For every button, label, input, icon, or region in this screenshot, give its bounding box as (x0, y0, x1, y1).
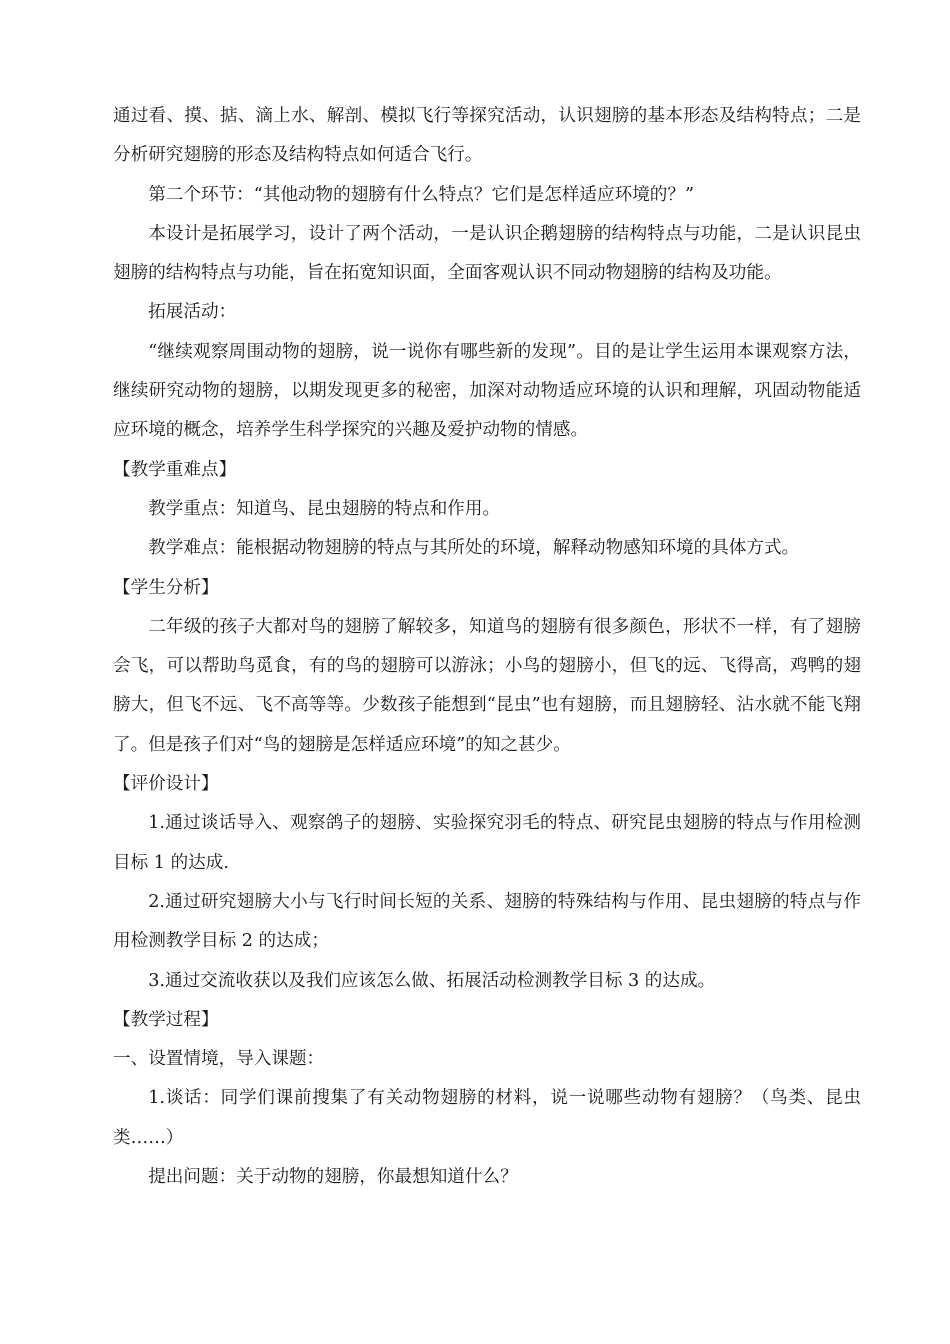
paragraph-activity-details: 通过看、摸、掂、滴上水、解剖、模拟飞行等探究活动，认识翅膀的基本形态及结构特点；二是分析研究翅膀的形态及结构特点如何适合飞行。 (113, 106, 861, 166)
paragraph-second-section: 第二个环节：“其他动物的翅膀有什么特点？它们是怎样适应环境的？” (148, 184, 694, 205)
paragraph-section-one: 一、设置情境，导入课题： (113, 1049, 325, 1070)
paragraph-talk: 1.谈话：同学们课前搜集了有关动物翅膀的材料，说一说哪些动物有翅膀？（鸟类、昆虫类……） (113, 1088, 861, 1148)
paragraph-student-analysis: 二年级的孩子大都对鸟的翅膀了解较多，知道鸟的翅膀有很多颜色，形状不一样，有了翅膀会飞，可以帮助鸟觅食，有的鸟的翅膀可以游泳；小鸟的翅膀小，但飞的远、飞得高，鸡鸭的翅膀大，但飞不远、飞不高等等。少数孩子能想到“昆虫”也有翅膀，而且翅膀轻、沾水就不能飞翔了。但是孩子们对“鸟的翅膀是怎样适应环境”的知之甚少。 (113, 616, 861, 755)
paragraph-evaluation-2: 2.通过研究翅膀大小与飞行时间长短的关系、翅膀的特殊结构与作用、昆虫翅膀的特点与作用检测教学目标 2 的达成； (113, 891, 861, 952)
document-page (113, 97, 861, 1197)
paragraph-evaluation-3: 3.通过交流收获以及我们应该怎么做、拓展活动检测教学目标 3 的达成。 (148, 970, 716, 991)
paragraph-difficult-point: 教学难点：能根据动物翅膀的特点与其所处的环境，解释动物感知环境的具体方式。 (148, 538, 800, 559)
heading-student-analysis: 【学生分析】 (113, 577, 219, 598)
paragraph-design-extension: 本设计是拓展学习，设计了两个活动，一是认识企鹅翅膀的结构特点与功能，二是认识昆虫翅膀的结构特点与功能，旨在拓宽知识面，全面客观认识不同动物翅膀的结构及功能。 (113, 223, 861, 284)
heading-teaching-process: 【教学过程】 (113, 1009, 219, 1030)
paragraph-extension-activity: “继续观察周围动物的翅膀，说一说你有哪些新的发现”。目的是让学生运用本课观察方法，继续研究动物的翅膀，以期发现更多的秘密，加深对动物适应环境的认识和理解，巩固动物能适应环境的概念，培养学生科学探究的兴趣及爱护动物的情感。 (113, 341, 861, 441)
paragraph-evaluation-1: 1.通过谈话导入、观察鸽子的翅膀、实验探究羽毛的特点、研究昆虫翅膀的特点与作用检测目标 1 的达成. (113, 813, 861, 873)
heading-key-difficulties: 【教学重难点】 (113, 459, 237, 480)
paragraph-extension-label: 拓展活动： (148, 302, 237, 323)
paragraph-question: 提出问题：关于动物的翅膀，你最想知道什么？ (148, 1167, 518, 1188)
heading-evaluation-design: 【评价设计】 (113, 774, 219, 795)
paragraph-key-point: 教学重点：知道鸟、昆虫翅膀的特点和作用。 (148, 498, 501, 519)
